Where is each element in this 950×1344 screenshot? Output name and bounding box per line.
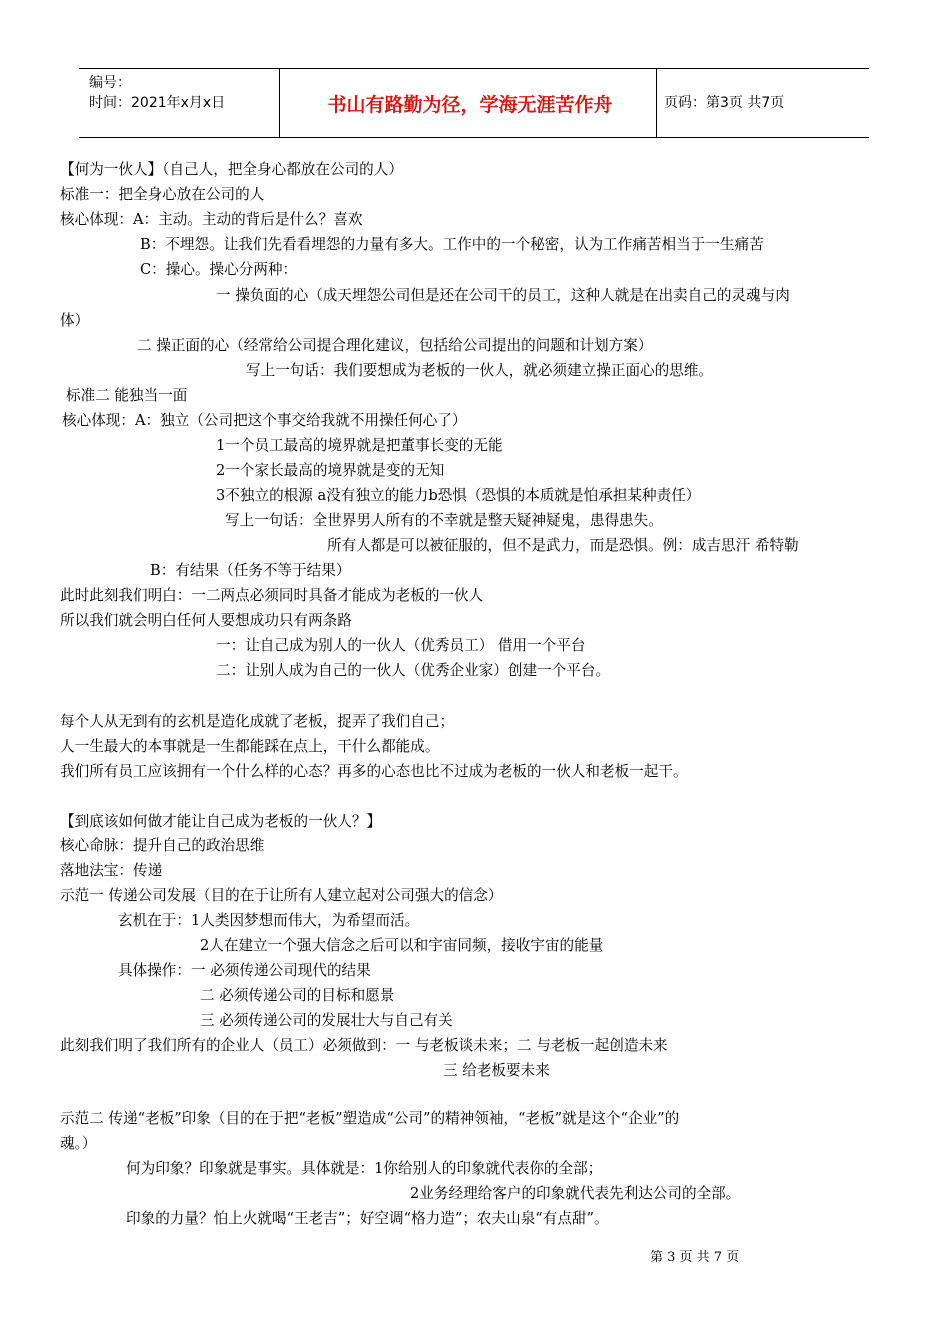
text-line: 核心体现：A：独立（公司把这个事交给我就不用操任何心了）: [62, 412, 467, 429]
text-line: 每个人从无到有的玄机是造化成就了老板，捉弄了我们自己；: [60, 713, 455, 730]
text-line: 二：让别人成为自己的一伙人（优秀企业家）创建一个平台。: [216, 662, 611, 679]
text-line: 写上一句话：我们要想成为老板的一伙人，就必须建立操正面心的思维。: [246, 362, 714, 379]
text-line: 玄机在于：1人类因梦想而伟大，为希望而活。: [118, 912, 420, 929]
text-line: 2人在建立一个强大信念之后可以和宇宙同频，接收宇宙的能量: [200, 937, 604, 954]
header-motto: 书山有路勤为径，学海无涯苦作舟: [327, 93, 613, 116]
page-header: [79, 68, 869, 138]
text-line: 核心命脉：提升自己的政治思维: [60, 837, 265, 854]
code-label: 编号：: [89, 75, 131, 91]
text-line: 所以我们就会明白任何人要想成功只有两条路: [60, 612, 352, 629]
page-number-label: 页码：第3页 共7页: [664, 95, 785, 111]
header-divider: [279, 69, 280, 137]
text-line: 三 必须传递公司的发展壮大与自己有关: [200, 1012, 453, 1029]
text-line: 印象的力量？怕上火就喝“王老吉”；好空调“格力造”；农夫山泉“有点甜”。: [126, 1210, 609, 1227]
section-heading: 【到底该如何做才能让自己成为老板的一伙人？】: [60, 813, 382, 830]
text-line: 1一个员工最高的境界就是把董事长变的无能: [216, 437, 503, 454]
text-line: 此刻我们明了我们所有的企业人（员工）必须做到：一 与老板谈未来；二 与老板一起创造未来: [60, 1037, 668, 1054]
text-line: 示范二 传递“老板”印象（目的在于把“老板”塑造成“公司”的精神领袖，“老板”就是这个“企业”的: [60, 1110, 680, 1127]
text-line: 魂。）: [60, 1135, 97, 1152]
header-divider: [656, 69, 657, 137]
text-line: 人一生最大的本事就是一生都能踩在点上，干什么都能成。: [60, 738, 440, 755]
text-line: 此时此刻我们明白：一二两点必须同时具备才能成为老板的一伙人: [60, 587, 484, 604]
text-line: 落地法宝：传递: [60, 862, 163, 879]
text-line: 标准一：把全身心放在公司的人: [60, 186, 265, 203]
text-line: 一 操负面的心（成天埋怨公司但是还在公司干的员工，这种人就是在出卖自己的灵魂与肉: [216, 287, 790, 304]
date-label: 时间：2021年x月x日: [89, 95, 226, 111]
text-line: 核心体现：A：主动。主动的背后是什么？喜欢: [60, 211, 363, 228]
text-line: 二 必须传递公司的目标和愿景: [200, 987, 395, 1004]
text-line: 3不独立的根源 a没有独立的能力b恐惧（恐惧的本质就是怕承担某种责任）: [216, 487, 701, 504]
text-line: 示范一 传递公司发展（目的在于让所有人建立起对公司强大的信念）: [60, 887, 503, 904]
text-line: 我们所有员工应该拥有一个什么样的心态？再多的心态也比不过成为老板的一伙人和老板一起干。: [60, 763, 688, 780]
text-line: 三 给老板要未来: [443, 1062, 550, 1079]
text-line: 所有人都是可以被征服的，但不是武力，而是恐惧。例：成吉思汗 希特勒: [327, 537, 799, 554]
text-line: 一：让自己成为别人的一伙人（优秀员工） 借用一个平台: [216, 637, 586, 654]
text-line: 具体操作：一 必须传递公司现代的结果: [118, 962, 371, 979]
text-line: C：操心。操心分两种：: [140, 261, 298, 278]
text-line: B：不埋怨。让我们先看看埋怨的力量有多大。工作中的一个秘密，认为工作痛苦相当于一生痛苦: [140, 236, 764, 253]
text-line: 标准二 能独当一面: [66, 387, 188, 404]
text-line: 2业务经理给客户的印象就代表先利达公司的全部。: [410, 1185, 741, 1202]
text-line: 写上一句话：全世界男人所有的不幸就是整天疑神疑鬼，患得患失。: [225, 512, 663, 529]
text-line: 二 操正面的心（经常给公司提合理化建议，包括给公司提出的问题和计划方案）: [137, 337, 653, 354]
text-line: 体）: [60, 312, 90, 329]
text-line: 2一个家长最高的境界就是变的无知: [216, 462, 445, 479]
text-line: 何为印象？印象就是事实。具体就是：1你给别人的印象就代表你的全部；: [126, 1160, 603, 1177]
header-left: [89, 73, 225, 113]
section-heading: 【何为一伙人】（自己人，把全身心都放在公司的人）: [60, 161, 403, 178]
text-line: B：有结果（任务不等于结果）: [150, 562, 351, 579]
page-footer: 第 3 页 共 7 页: [650, 1250, 740, 1265]
